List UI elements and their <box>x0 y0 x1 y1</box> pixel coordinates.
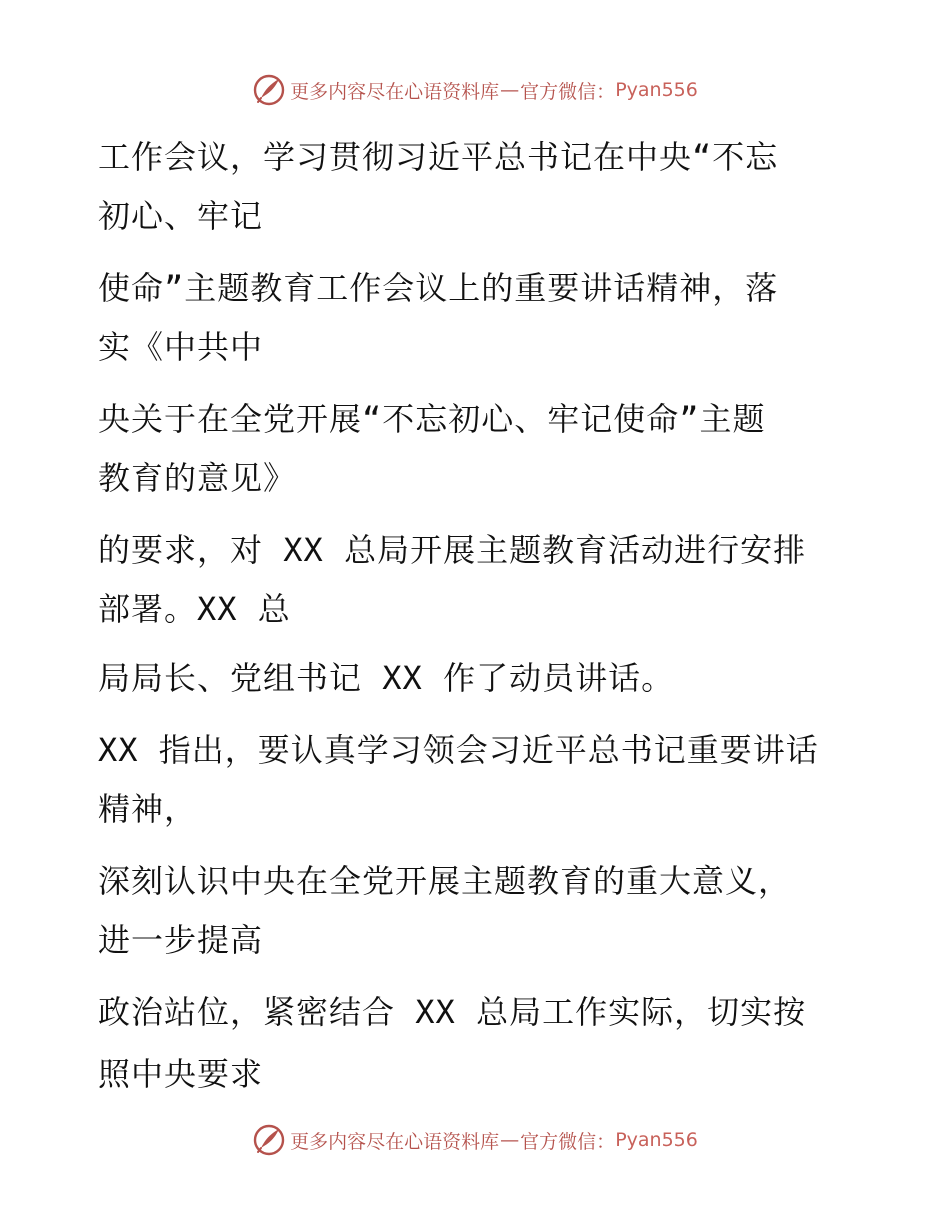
text-line: 初心、牢记 <box>98 197 264 235</box>
header-watermark <box>0 70 950 110</box>
text-line: 实《中共中 <box>98 328 264 366</box>
text-line: 部署。XX 总 <box>98 590 291 628</box>
text-line: 局局长、党组书记 XX 作了动员讲话。 <box>98 659 675 697</box>
watermark-wechat-label: 官方微信： <box>520 1130 616 1153</box>
text-line: 照中央要求 <box>98 1055 264 1093</box>
text-line: 政治站位，紧密结合 XX 总局工作实际，切实按 <box>98 993 807 1031</box>
watermark-wechat-id: Pyan556 <box>615 79 698 101</box>
text-line: 工作会议，学习贯彻习近平总书记在中央“不忘 <box>98 138 779 176</box>
watermark-separator: — <box>500 79 520 101</box>
text-line: 的要求，对 XX 总局开展主题教育活动进行安排 <box>98 531 807 569</box>
text-line: 使命”主题教育工作会议上的重要讲话精神，落 <box>98 269 779 307</box>
text-line: 央关于在全党开展“不忘初心、牢记使命”主题 <box>98 400 766 438</box>
quill-pen-icon <box>252 1123 286 1157</box>
watermark-brand: 更多内容尽在心语资料库 <box>290 80 500 103</box>
text-line: 进一步提高 <box>98 921 264 959</box>
text-line: XX 指出，要认真学习领会习近平总书记重要讲话 <box>98 731 819 769</box>
watermark-separator: — <box>500 1129 520 1151</box>
text-line: 教育的意见》 <box>98 459 297 497</box>
footer-watermark <box>0 1120 950 1160</box>
document-body <box>98 126 858 1105</box>
watermark-wechat-id: Pyan556 <box>615 1129 698 1151</box>
text-line: 精神， <box>98 790 198 828</box>
watermark-wechat-label: 官方微信： <box>520 80 616 103</box>
watermark-brand: 更多内容尽在心语资料库 <box>290 1130 500 1153</box>
quill-pen-icon <box>252 73 286 107</box>
text-line: 深刻认识中央在全党开展主题教育的重大意义， <box>98 862 792 900</box>
